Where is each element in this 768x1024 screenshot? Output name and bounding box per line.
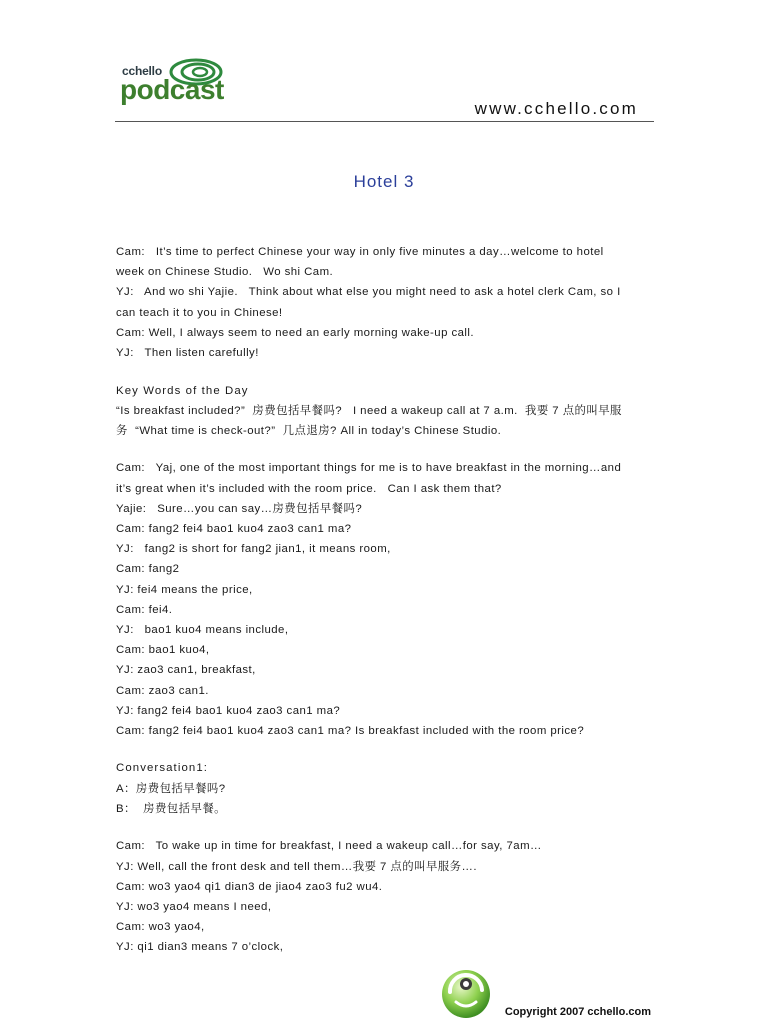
text-line: Cam: fang2 xyxy=(116,563,180,576)
text-line: YJ: fang2 fei4 bao1 kuo4 zao3 can1 ma? xyxy=(116,704,341,717)
text-line: 务 “What time is check-out?” 几点退房? All in today’s Chinese Studio. xyxy=(116,424,502,437)
text-line: YJ: qi1 dian3 means 7 o’clock, xyxy=(116,941,284,954)
text-line: YJ: bao1 kuo4 means include, xyxy=(116,623,289,636)
text-line: Cam: It’s time to perfect Chinese your way in only five minutes a day…welcome to hotel xyxy=(116,246,604,258)
text-line: can teach it to you in Chinese! xyxy=(116,306,283,319)
text-line: week on Chinese Studio. Wo shi Cam. xyxy=(116,266,334,279)
text-line: it’s great when it’s included with the room price. Can I ask them that? xyxy=(116,482,502,495)
text-line: YJ: fei4 means the price, xyxy=(116,583,253,596)
site-url[interactable]: www.cchello.com xyxy=(474,99,638,118)
text-line: Cam: wo3 yao4 qi1 dian3 de jiao4 zao3 fu2 wu4. xyxy=(116,880,383,893)
header-divider xyxy=(115,121,654,122)
conversation-block xyxy=(116,758,656,819)
text-line: Cam: To wake up in time for breakfast, I need a wakeup call…for say, 7am… xyxy=(116,840,542,853)
copyright-text: Copyright 2007 cchello.com xyxy=(504,1006,651,1018)
text-line: Cam: fang2 fei4 bao1 kuo4 zao3 can1 ma? xyxy=(116,523,352,536)
text-line: YJ: Well, call the front desk and tell them…我要 7 点的叫早服务…. xyxy=(116,860,477,873)
text-line: YJ: And wo shi Yajie. Think about what else you might need to ask a hotel clerk Cam, so I xyxy=(116,286,621,299)
text-line: Cam: Well, I always seem to need an early morning wake-up call. xyxy=(116,326,474,339)
text-line: Cam: fang2 fei4 bao1 kuo4 zao3 can1 ma? Is breakfast included with the room price? xyxy=(116,724,585,737)
text-line: YJ: fang2 is short for fang2 jian1, it means room, xyxy=(116,543,391,556)
logo-big-text: podcast xyxy=(120,74,224,105)
headphone-logo-icon xyxy=(436,962,496,1022)
text-line: Cam: zao3 can1. xyxy=(116,684,209,697)
text-line: Cam: wo3 yao4, xyxy=(116,921,205,934)
text-line: Cam: fei4. xyxy=(116,603,173,616)
document-title: Hotel 3 xyxy=(353,172,415,191)
key-words-block xyxy=(116,381,656,442)
logo-small-text: cchello xyxy=(122,64,162,78)
text-line: Cam: Yaj, one of the most important things for me is to have breakfast in the morning…and xyxy=(116,462,622,475)
dialogue-block xyxy=(116,458,656,741)
text-line: YJ: zao3 can1, breakfast, xyxy=(116,664,256,677)
dialogue-block xyxy=(116,836,656,957)
text-line: A：房费包括早餐吗? xyxy=(116,782,226,795)
text-line: Yajie: Sure…you can say…房费包括早餐吗? xyxy=(116,502,363,515)
conversation-heading: Conversation1: xyxy=(116,762,209,775)
text-line: “Is breakfast included?” 房费包括早餐吗? I need a wakeup call at 7 a.m. 我要 7 点的叫早服 xyxy=(116,404,622,417)
cchello-podcast-logo xyxy=(118,58,238,110)
intro-block xyxy=(116,242,656,363)
text-line: YJ: Then listen carefully! xyxy=(116,346,259,359)
text-line: B： 房费包括早餐。 xyxy=(116,802,227,815)
text-line: YJ: wo3 yao4 means I need, xyxy=(116,901,272,913)
transcript xyxy=(116,242,656,958)
key-words-heading: Key Words of the Day xyxy=(116,384,249,397)
text-line: Cam: bao1 kuo4, xyxy=(116,644,210,657)
